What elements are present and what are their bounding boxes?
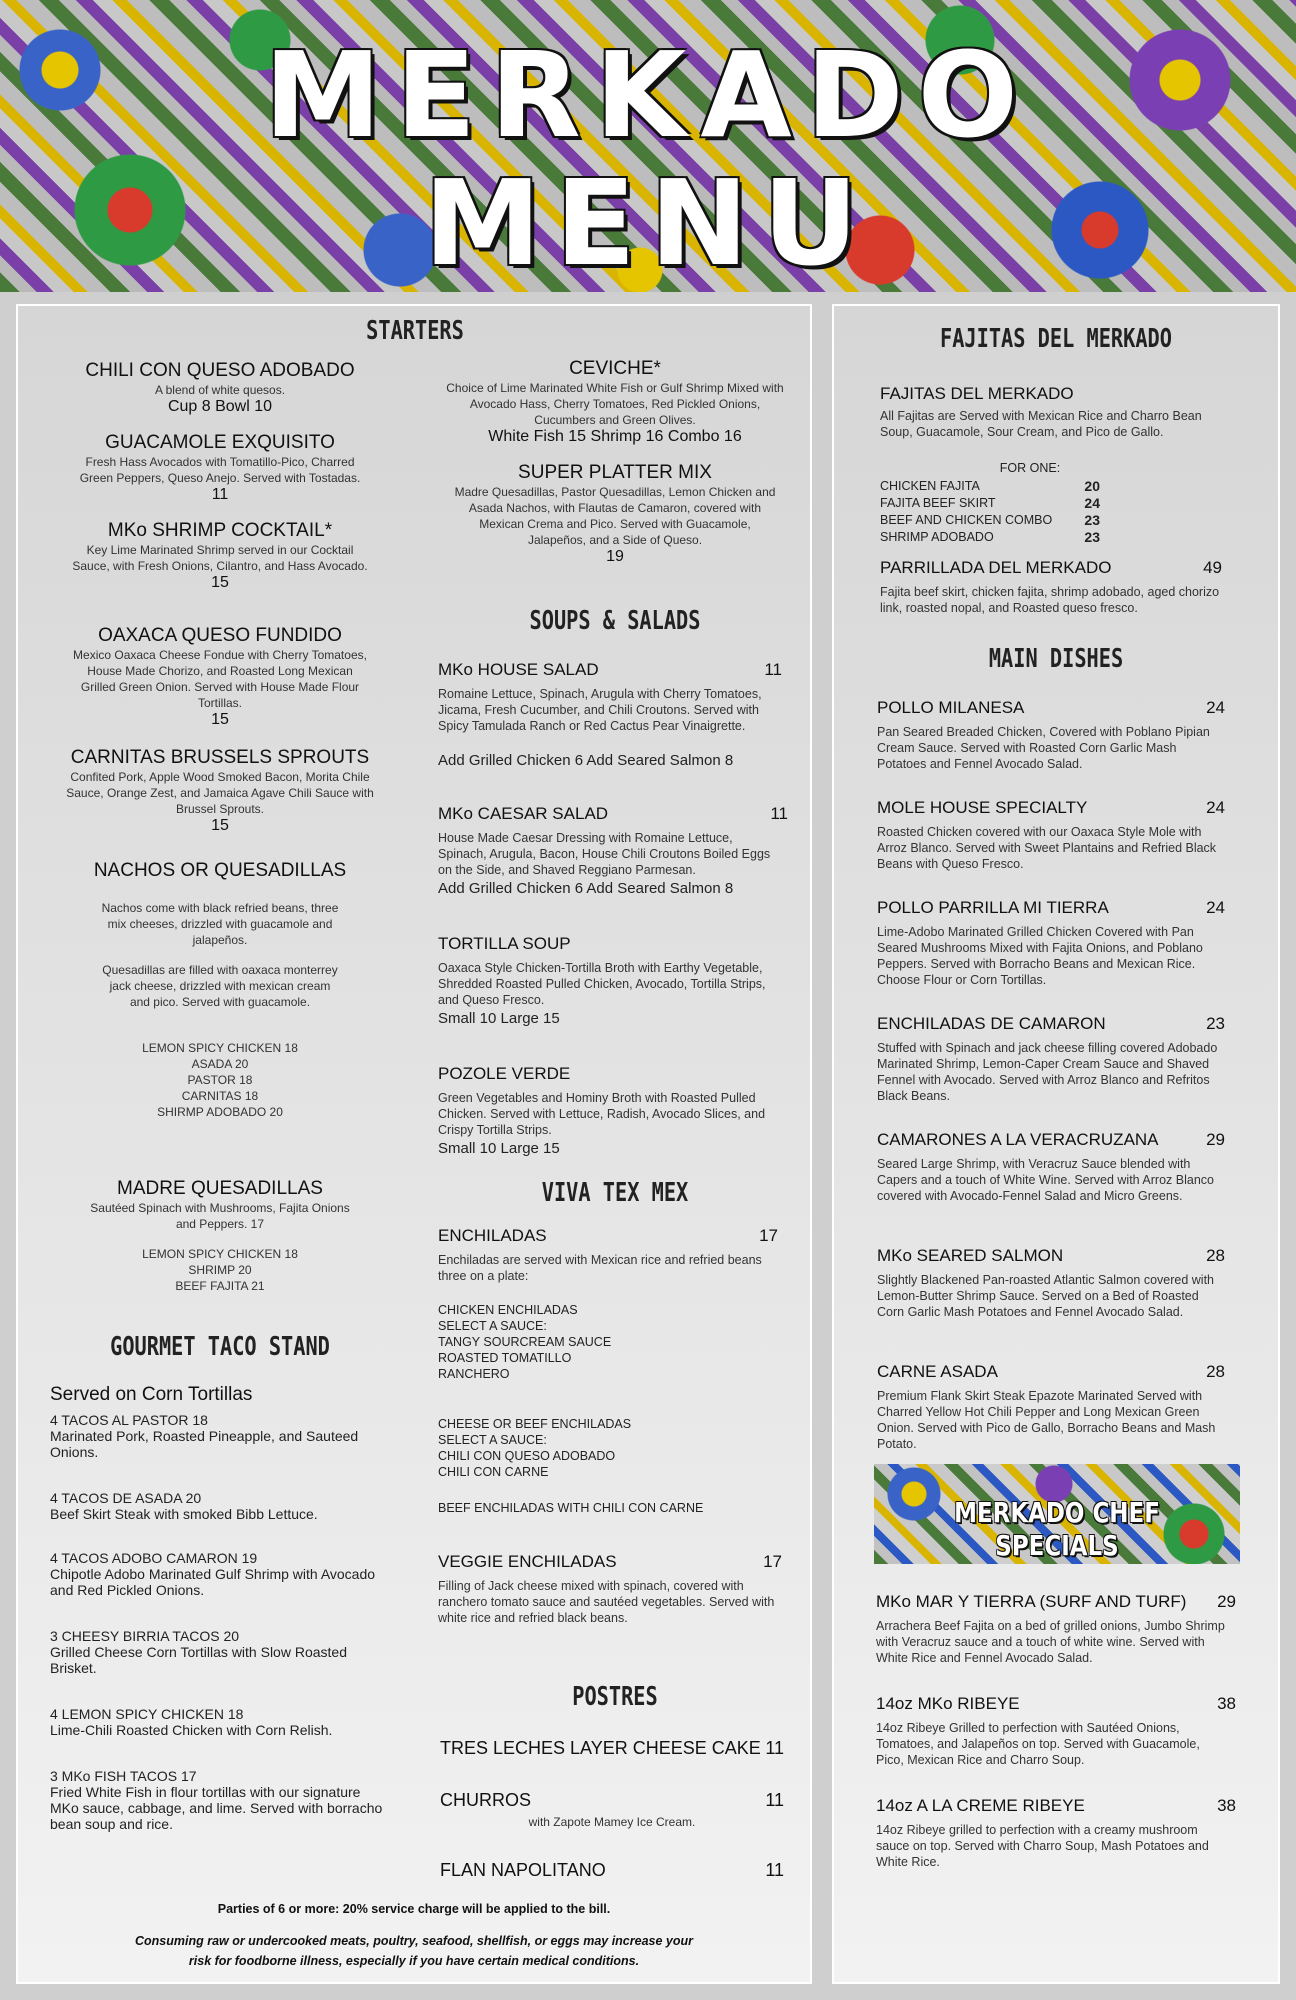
menu-item-pollo-milanesa: POLLO MILANESA 24 bbox=[877, 698, 1225, 717]
menu-item-camarones-veracruzana: CAMARONES A LA VERACRUZANA 29 bbox=[877, 1130, 1225, 1149]
chef-specials-banner bbox=[874, 1464, 1240, 1564]
menu-item-mole-house: MOLE HOUSE SPECIALTY 24 bbox=[877, 798, 1225, 817]
menu-item-tres-leches: TRES LECHES LAYER CHEESE CAKE 11 bbox=[440, 1738, 784, 1758]
menu-item-pollo-parrilla: POLLO PARRILLA MI TIERRA 24 bbox=[877, 898, 1225, 917]
consumer-advisory-line2: risk for foodborne illness, especially if you have certain medical conditions. bbox=[188, 1954, 640, 1968]
menu-item-flan: FLAN NAPOLITANO 11 bbox=[440, 1860, 784, 1880]
menu-item-madre-quesadillas: MADRE QUESADILLAS Sautéed Spinach with Mushrooms, Fajita Onions and Peppers. 17 LEMON SPICY CHICKEN 18 SHRIMP 20 BEEF FAJITA 21 bbox=[90, 1178, 350, 1293]
menu-item-enchiladas: ENCHILADAS 17 bbox=[438, 1226, 778, 1245]
taco-item-adobo-camaron: 4 TACOS ADOBO CAMARON 19 Chipotle Adobo Marinated Gulf Shrimp with Avocado and Red Pickled Onions. bbox=[50, 1550, 376, 1598]
enchilada-beef-chili: BEEF ENCHILADAS WITH CHILI CON CARNE bbox=[438, 1501, 704, 1515]
restaurant-title: MERKADO bbox=[264, 26, 1032, 164]
consumer-advisory-line1: Consuming raw or undercooked meats, poultry, seafood, shellfish, or eggs may increase your bbox=[134, 1934, 693, 1948]
service-charge-note: Parties of 6 or more: 20% service charge will be applied to the bill. bbox=[217, 1902, 611, 1916]
menu-item-creme-ribeye: 14oz A LA CREME RIBEYE 38 bbox=[876, 1796, 1236, 1815]
menu-item-tortilla-soup: TORTILLA SOUP bbox=[438, 934, 571, 953]
fajitas-item-title: FAJITAS DEL MERKADO bbox=[880, 384, 1074, 403]
menu-item-chili-con-queso: CHILI CON QUESO ADOBADO A blend of white quesos. Cup 8 Bowl 10 bbox=[85, 360, 355, 415]
menu-item-seared-salmon: MKo SEARED SALMON 28 bbox=[877, 1246, 1225, 1265]
fajitas-heading: FAJITAS DEL MERKADO bbox=[939, 324, 1172, 354]
menu-title: MENU bbox=[423, 154, 873, 292]
menu-item-queso-fundido: OAXACA QUESO FUNDIDO Mexico Oaxaca Cheese Fondue with Cherry Tomatoes, House Made Chorizo, and Roasted Long Mexican Grilled Green Onion. Served with House Made Flour Tortillas. 15 bbox=[73, 625, 367, 728]
menu-item-veggie-enchiladas: VEGGIE ENCHILADAS 17 bbox=[438, 1552, 782, 1571]
fajitas-for-one: FOR ONE: bbox=[999, 461, 1061, 475]
menu-item-carne-asada: CARNE ASADA 28 bbox=[877, 1362, 1225, 1381]
tex-mex-heading: VIVA TEX MEX bbox=[541, 1178, 689, 1208]
menu-item-nachos-quesadillas: NACHOS OR QUESADILLAS Nachos come with black refried beans, three mix cheeses, drizzled with guacamole and jalapeños. Quesadillas are filled with oaxaca monterrey jack cheese, drizzled with mexican cream and pico. Served with guacamole. LEMON SPICY CHICKEN 18 ASADA 20 PASTOR 18 CARNITAS 18 SHIRMP ADOBADO 20 bbox=[60, 860, 380, 1120]
menu-item-enchiladas-camaron: ENCHILADAS DE CAMARON 23 bbox=[877, 1014, 1225, 1033]
taco-item-al-pastor: 4 TACOS AL PASTOR 18 Marinated Pork, Roasted Pineapple, and Sauteed Onions. bbox=[50, 1412, 359, 1460]
menu-item-ceviche: CEVICHE* Choice of Lime Marinated White Fish or Gulf Shrimp Mixed with Avocado Hass, Cherry Tomatoes, Red Pickled Onions, Cucumbers and Green Olives. White Fish 15 Shrimp 16 Combo 16 bbox=[446, 358, 784, 445]
menu-item-mar-y-tierra: MKo MAR Y TIERRA (SURF AND TURF) 29 bbox=[876, 1592, 1236, 1611]
header-banner bbox=[0, 0, 1296, 292]
taco-item-birria: 3 CHEESY BIRRIA TACOS 20 Grilled Cheese Corn Tortillas with Slow Roasted Brisket. bbox=[50, 1628, 347, 1676]
taco-stand-heading: GOURMET TACO STAND bbox=[110, 1332, 330, 1362]
main-dishes-heading: MAIN DISHES bbox=[988, 644, 1124, 674]
taco-item-asada: 4 TACOS DE ASADA 20 Beef Skirt Steak with smoked Bibb Lettuce. bbox=[50, 1490, 318, 1522]
menu-item-parrillada: PARRILLADA DEL MERKADO 49 bbox=[880, 558, 1222, 577]
menu-item-pozole-verde: POZOLE VERDE bbox=[438, 1064, 571, 1083]
churros-desc: with Zapote Mamey Ice Cream. bbox=[528, 1815, 696, 1829]
menu-item-churros: CHURROS 11 bbox=[440, 1790, 784, 1810]
menu-item-house-salad: MKo HOUSE SALAD 11 bbox=[438, 660, 782, 679]
enchilada-chicken-list: CHICKEN ENCHILADAS SELECT A SAUCE: TANGY SOURCREAM SAUCE ROASTED TOMATILLO RANCHERO bbox=[438, 1303, 612, 1381]
menu-item-mko-ribeye: 14oz MKo RIBEYE 38 bbox=[876, 1694, 1236, 1713]
menu-item-shrimp-cocktail: MKo SHRIMP COCKTAIL* Key Lime Marinated Shrimp served in our Cocktail Sauce, with Fresh Onions, Cilantro, and Hass Avocado. 15 bbox=[72, 520, 368, 591]
taco-item-fish-tacos: 3 MKo FISH TACOS 17 Fried White Fish in flour tortillas with our signature MKo sauce, cabbage, and lime. Served with borracho bean soup and rice. bbox=[50, 1768, 383, 1832]
nachos-options-list: LEMON SPICY CHICKEN 18 ASADA 20 PASTOR 18 CARNITAS 18 SHIRMP ADOBADO 20 bbox=[142, 1041, 298, 1119]
postres-heading: POSTRES bbox=[572, 1682, 658, 1712]
menu-item-super-platter: SUPER PLATTER MIX Madre Quesadillas, Pastor Quesadillas, Lemon Chicken and Asada Nachos, with Flautas de Camaron, covered with Mexican Crema and Pico. Served with Guacamole, Jalapeños, and a Side of Queso. 19 bbox=[454, 462, 776, 565]
soups-salads-heading: SOUPS & SALADS bbox=[529, 606, 701, 636]
starters-heading: STARTERS bbox=[366, 316, 464, 346]
menu-item-guacamole: GUACAMOLE EXQUISITO Fresh Hass Avocados with Tomatillo-Pico, Charred Green Peppers, Queso Anejo. Served with Tostadas. 11 bbox=[79, 432, 361, 503]
menu-item-caesar-salad: MKo CAESAR SALAD 11 bbox=[438, 804, 788, 823]
enchilada-cheese-beef-list: CHEESE OR BEEF ENCHILADAS SELECT A SAUCE: CHILI CON QUESO ADOBADO CHILI CON CARNE bbox=[438, 1417, 632, 1479]
taco-stand-subtitle: Served on Corn Tortillas bbox=[50, 1384, 253, 1405]
chef-specials-title: MERKADO CHEF SPECIALS bbox=[954, 1496, 1160, 1562]
fajitas-list: CHICKEN FAJITA 20 FAJITA BEEF SKIRT 24 BEEF AND CHICKEN COMBO 23 SHRIMP ADOBADO 23 bbox=[880, 478, 1100, 545]
menu-item-brussels-sprouts: CARNITAS BRUSSELS SPROUTS Confited Pork, Apple Wood Smoked Bacon, Morita Chile Sauce, Orange Zest, and Jamaica Agave Chili Sauce with Brussel Sprouts. 15 bbox=[66, 747, 374, 834]
taco-item-lemon-chicken: 4 LEMON SPICY CHICKEN 18 Lime-Chili Roasted Chicken with Corn Relish. bbox=[50, 1706, 333, 1738]
